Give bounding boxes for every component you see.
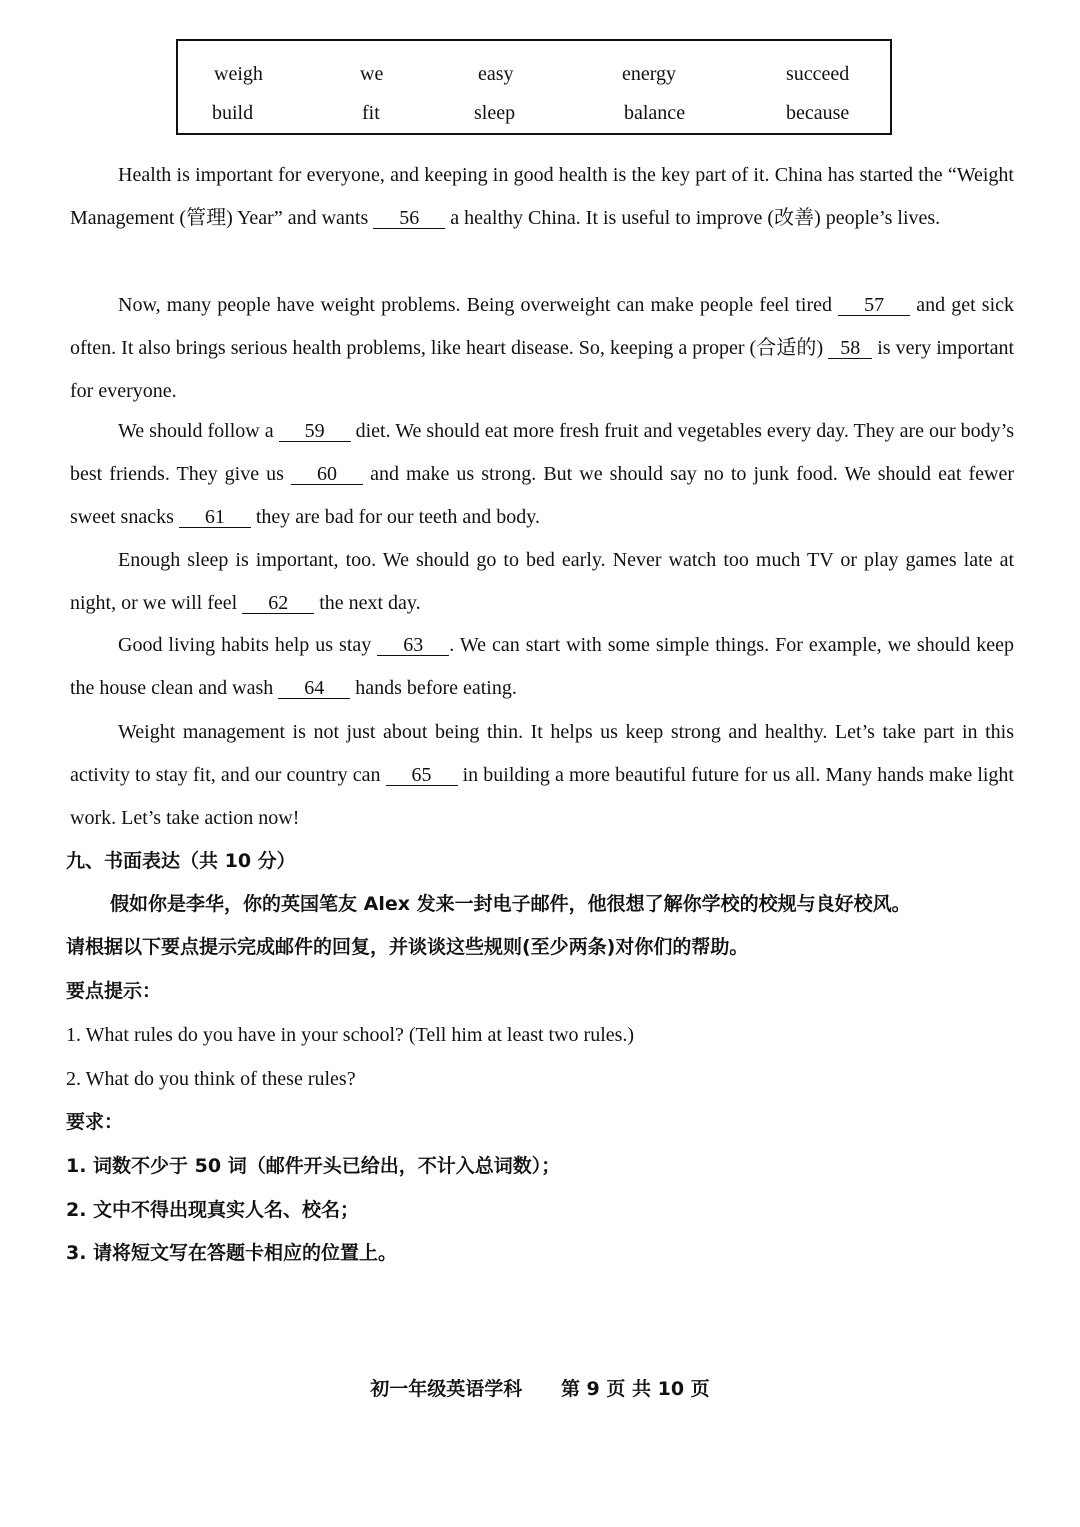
word-box-word: sleep [474,102,516,124]
passage-paragraph-6: Weight management is not just about being thin. It helps us keep strong and healthy. Let’s take part in this activity to stay fit, and our country can 65 in building a more beautiful future for us all. Many hands make light work. Let’s take action now! [70,721,1014,829]
word-box-word: build [212,102,254,124]
blank-63: 63 [377,635,449,656]
blank-61: 61 [179,507,251,528]
word-box-word: energy [622,63,677,85]
footer-page-info: 第 9 页 共 10 页 [560,1378,710,1400]
blank-56: 56 [373,208,445,229]
blank-59: 59 [279,421,351,442]
passage-paragraph-3: We should follow a 59 diet. We should eat more fresh fruit and vegetables every day. They are our body’s best friends. They give us 60 and make us strong. But we should say no to junk food. We should eat fewer sweet snacks 61 they are bad for our teeth and body. [70,420,1015,528]
word-box-word: easy [478,63,514,85]
blank-60: 60 [291,464,363,485]
word-box-word: we [360,63,384,85]
blank-57: 57 [838,295,910,316]
hint-2: 2. What do you think of these rules? [66,1068,356,1090]
passage-paragraph-4: Enough sleep is important, too. We should go to bed early. Never watch too much TV or play games late at night, or we will feel 62 the next day. [70,549,1014,614]
word-box [176,39,892,135]
requirements-label: 要求： [66,1111,124,1133]
writing-intro-line-2: 请根据以下要点提示完成邮件的回复，并谈谈这些规则(至少两条)对你们的帮助。 [66,936,749,958]
blank-64: 64 [278,678,350,699]
word-box-word: succeed [786,63,850,85]
blank-58: 58 [828,338,872,359]
hints-label: 要点提示： [66,980,162,1002]
writing-section-title: 九、书面表达（共 10 分） [66,850,296,872]
footer-subject: 初一年级英语学科 [370,1378,523,1400]
writing-intro-line-1: 假如你是李华，你的英国笔友 Alex 发来一封电子邮件，他很想了解你学校的校规与良好校风。 [110,893,911,915]
word-box-word: because [786,102,850,124]
requirement-2: 2. 文中不得出现真实人名、校名； [66,1199,360,1221]
passage-paragraph-1: Health is important for everyone, and keeping in good health is the key part of it. China has started the “Weight Management (管理) Year” and wants 56 a healthy China. It is useful to improve (改善) people’s lives. [70,164,1014,229]
passage-paragraph-5: Good living habits help us stay 63 . We can start with some simple things. For example, we should keep the house clean and wash 64 hands before eating. [70,634,1015,699]
blank-65: 65 [386,765,458,786]
word-box-word: balance [624,102,686,124]
word-box-word: weigh [214,63,263,85]
requirement-3: 3. 请将短文写在答题卡相应的位置上。 [66,1242,398,1264]
passage-paragraph-2: Now, many people have weight problems. Being overweight can make people feel tired 57 and get sick often. It also brings serious health problems, like heart disease. So, keeping a proper (合适的) 58 is very important for everyone. [70,294,1015,402]
page-footer [0,1374,1080,1401]
blank-62: 62 [242,593,314,614]
requirement-1: 1. 词数不少于 50 词（邮件开头已给出，不计入总词数）； [66,1155,561,1177]
hint-1: 1. What rules do you have in your school? (Tell him at least two rules.) [66,1024,635,1046]
word-box-word: fit [362,102,380,124]
